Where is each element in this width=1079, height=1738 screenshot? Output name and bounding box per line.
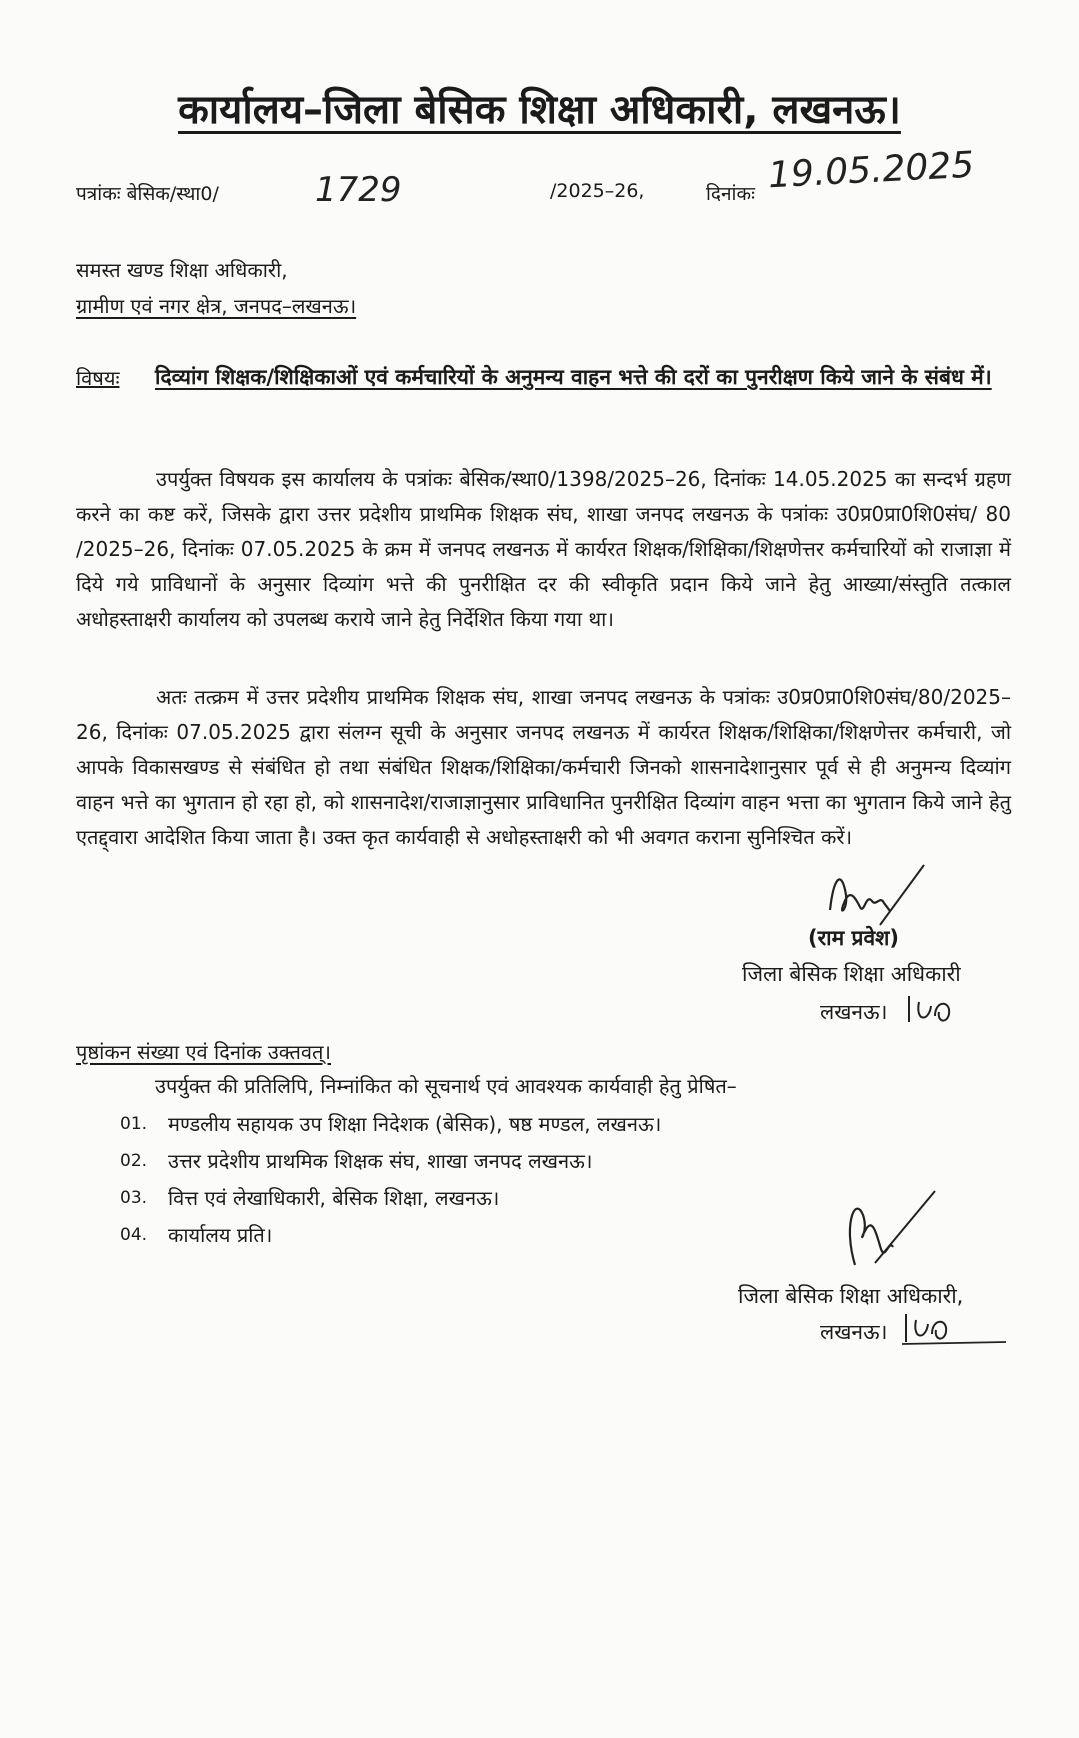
date-label: दिनांकः [706, 183, 755, 205]
initials-mark [905, 992, 955, 1026]
office-title: कार्यालय–जिला बेसिक शिक्षा अधिकारी, लखनऊ। [178, 87, 901, 133]
second-signatory-designation: जिला बेसिक शिक्षा अधिकारी, [738, 1284, 964, 1308]
letter-number-handwritten: 1729 [315, 170, 402, 210]
list-item: 01. मण्डलीय सहायक उप शिक्षा निदेशक (बेसिक), षष्ठ मण्डल, लखनऊ। [120, 1112, 662, 1136]
letter-ref-prefix: पत्रांकः बेसिक/स्था0/ [76, 183, 219, 205]
second-initials-mark [900, 1308, 1010, 1348]
subject-text: दिव्यांग शिक्षक/शिक्षिकाओं एवं कर्मचारियों के अनुमन्य वाहन भत्ते की दरों का पुनरीक्षण किये जाने के संबंध में। [155, 365, 992, 389]
addressee-line-2: ग्रामीण एवं नगर क्षेत्र, जनपद–लखनऊ। [76, 294, 357, 318]
list-item: 03. वित्त एवं लेखाधिकारी, बेसिक शिक्षा, लखनऊ। [120, 1186, 500, 1210]
date-handwritten: 19.05.2025 [767, 144, 976, 197]
signature-mark [820, 855, 930, 935]
second-signature-mark [835, 1185, 945, 1275]
endorsement-heading: पृष्ठांकन संख्या एवं दिनांक उक्तवत्। [76, 1040, 332, 1064]
signatory-name: (राम प्रवेश) [808, 926, 899, 950]
copy-recipient-list [120, 1106, 661, 1254]
body-paragraph-2: अतः तत्क्रम में उत्तर प्रदेशीय प्राथमिक शिक्षक संघ, शाखा जनपद लखनऊ के पत्रांकः उ0प्र0प्रा0शि0संघ/80/2025–26, दिनांकः 07.05.2025 द्वारा संलग्न सूची के अनुसार जनपद लखनऊ में कार्यरत शिक्षक/शिक्षिका/शिक्षणेत्तर कर्मचारी, जो आपके विकासखण्ड से संबंधित हो तथा संबंधित शिक्षक/शिक्षिका/कर्मचारी जिनको शासनादेशानुसार पूर्व से ही अनुमन्य दिव्यांग वाहन भत्ते का भुगतान हो रहा हो, को शासनादेश/राजाज्ञानुसार प्राविधानित पुनरीक्षित दिव्यांग वाहन भत्ता का भुगतान किये जाने हेतु एतद्द्वारा आदेशित किया जाता है। उक्त कृत कार्यवाही से अधोहस्ताक्षरी को भी अवगत कराना सुनिश्चित करें। [76, 685, 1011, 849]
signatory-place: लखनऊ। [820, 1000, 888, 1024]
second-signatory-place: लखनऊ। [820, 1320, 888, 1344]
signatory-designation: जिला बेसिक शिक्षा अधिकारी [742, 962, 961, 986]
list-item: 02. उत्तर प्रदेशीय प्राथमिक शिक्षक संघ, शाखा जनपद लखनऊ। [120, 1149, 593, 1173]
copy-intro: उपर्युक्त की प्रतिलिपि, निम्नांकित को सूचनार्थ एवं आवश्यक कार्यवाही हेतु प्रेषित– [155, 1074, 737, 1098]
letter-year: /2025–26, [550, 180, 645, 202]
addressee-line-1: समस्त खण्ड शिक्षा अधिकारी, [76, 258, 288, 282]
subject-label: विषयः [76, 366, 120, 390]
body-paragraph-1: उपर्युक्त विषयक इस कार्यालय के पत्रांकः बेसिक/स्था0/1398/2025–26, दिनांकः 14.05.2025 का सन्दर्भ ग्रहण करने का कष्ट करें, जिसके द्वारा उत्तर प्रदेशीय प्राथमिक शिक्षक संघ, शाखा जनपद लखनऊ के पत्रांकः उ0प्र0प्रा0शि0संघ/ 80 /2025–26, दिनांकः 07.05.2025 के क्रम में जनपद लखनऊ में कार्यरत शिक्षक/शिक्षिका/शिक्षणेत्तर कर्मचारियों को राजाज्ञा में दिये गये प्राविधानों के अनुसार दिव्यांग भत्ते की पुनरीक्षित दर की स्वीकृति प्रदान किये जाने हेतु आख्या/संस्तुति तत्काल अधोहस्ताक्षरी कार्यालय को उपलब्ध कराये जाने हेतु निर्देशित किया गया था। [76, 467, 1011, 631]
list-item: 04. कार्यालय प्रति। [120, 1223, 273, 1247]
